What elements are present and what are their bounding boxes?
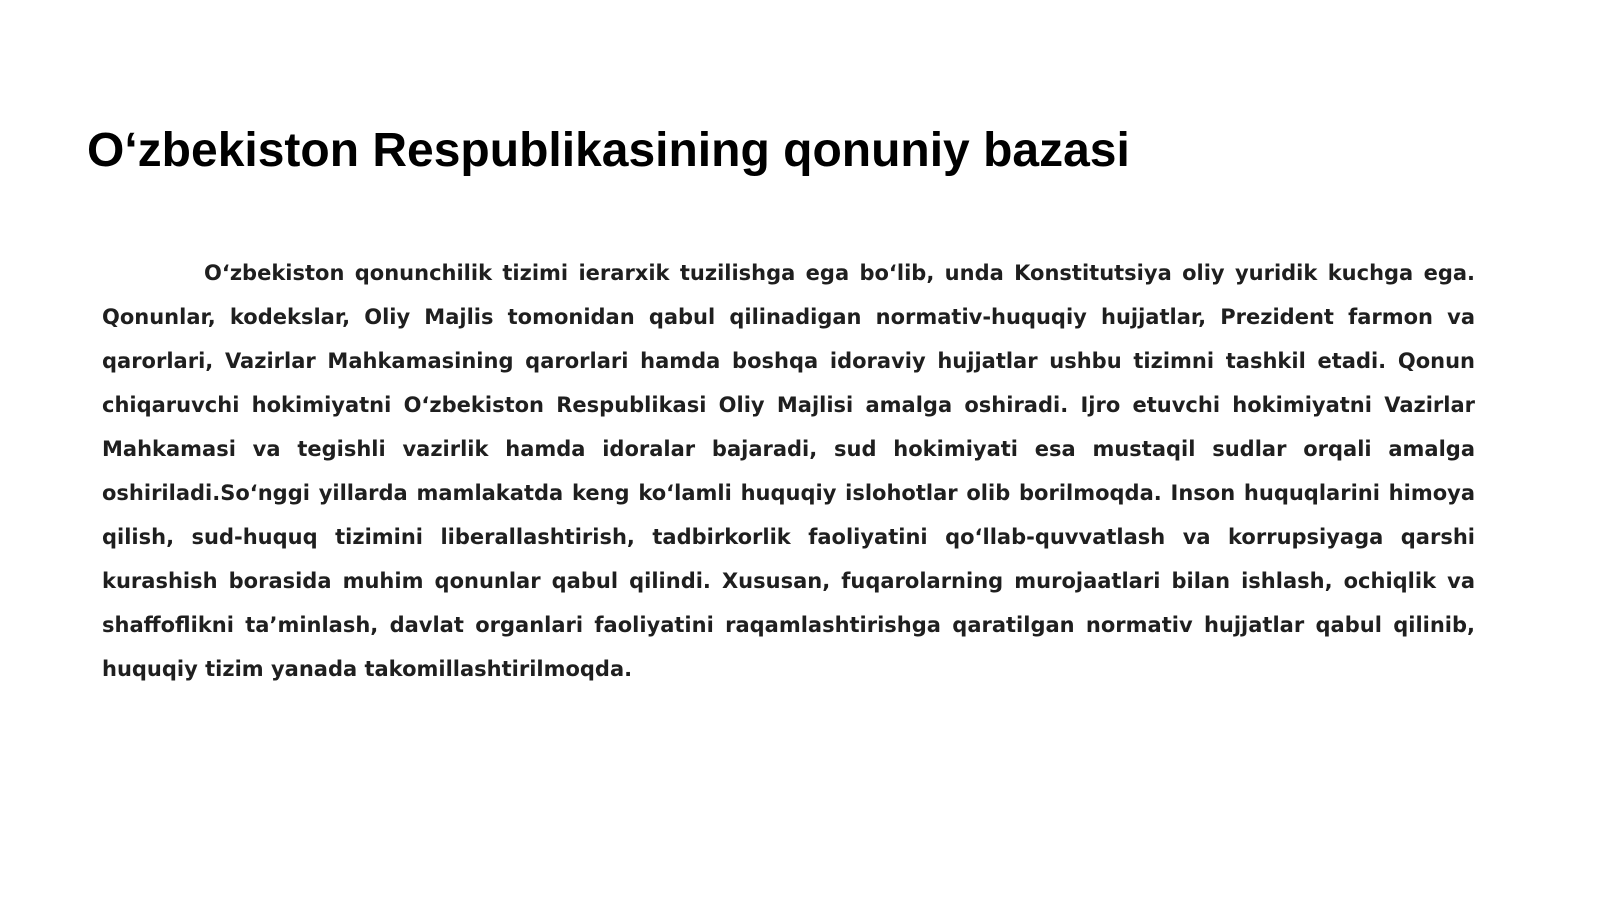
slide-body-paragraph: O‘zbekiston qonunchilik tizimi ierarxik tuzilishga ega bo‘lib, unda Konstitutsiya oliy yuridik kuchga ega. Qonunlar, kodekslar, Oliy Majlis tomonidan qabul qilinadigan normativ-huquqiy hujjatlar, Prezident farmon va qarorlari, Vazirlar Mahkamasining qarorlari hamda boshqa idoraviy hujjatlar ushbu tizimni tashkil etadi. Qonun chiqaruvchi hokimiyatni O‘zbekiston Respublikasi Oliy Majlisi amalga oshiradi. Ijro etuvchi hokimiyatni Vazirlar Mahkamasi va tegishli vazirlik hamda idoralar bajaradi, sud hokimiyati esa mustaqil sudlar orqali amalga oshiriladi.So‘nggi yillarda mamlakatda keng ko‘lamli huquqiy islohotlar olib borilmoqda. Inson huquqlarini himoya qilish, sud-huquq tizimini liberallashtirish, tadbirkorlik faoliyatini qo‘llab-quvvatlash va korrupsiyaga qarshi kurashish borasida muhim qonunlar qabul qilindi. Xususan, fuqarolarning murojaatlari bilan ishlash, ochiqlik va shaffoflikni ta’minlash, davlat organlari faoliyatini raqamlashtirishga qaratilgan normativ hujjatlar qabul qilinib, huquqiy tizim yanada takomillashtirilmoqda. xyxy=(102,261,1475,681)
slide-title: O‘zbekiston Respublikasining qonuniy bazasi xyxy=(87,124,1130,177)
